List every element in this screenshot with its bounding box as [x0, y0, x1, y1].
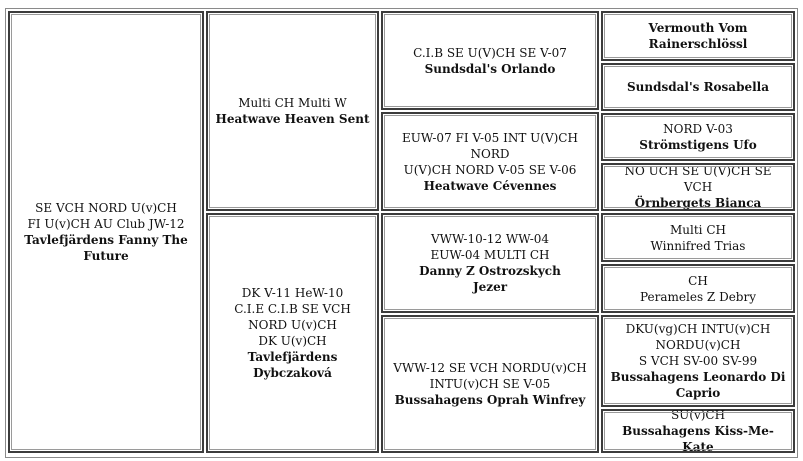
sd-dam-cell — [601, 163, 795, 211]
dam-title-4: DK U(v)CH — [258, 334, 327, 348]
ds-sire-name: Winnifred Trias — [650, 238, 746, 253]
sire-dam-title-1: EUW-07 FI V-05 INT U(V)CH NORD — [402, 130, 578, 161]
dam-dam-title-2: INTU(v)CH SE V-05 — [429, 377, 551, 391]
ds-sire-cell — [601, 213, 795, 262]
sd-sire-cell — [601, 113, 795, 161]
dam-sire-name-2: Jezer — [472, 280, 508, 294]
ds-dam-title: CH — [688, 273, 708, 288]
subject-title-2: FI U(v)CH AU Club JW-12 — [27, 217, 185, 231]
sire-sire-title: C.I.B SE U(V)CH SE V-07 — [413, 45, 567, 60]
sire-dam-cell — [381, 112, 599, 211]
sd-dam-name: Örnbergets Bianca — [634, 196, 762, 210]
subject-name-1: Tavlefjärdens Fanny The — [24, 233, 188, 247]
dd-dam-cell — [601, 409, 795, 453]
subject-cell — [8, 11, 204, 453]
dd-sire-cell — [601, 315, 795, 407]
dd-dam-title: SU(v)CH — [670, 408, 726, 422]
dam-title-3: NORD U(v)CH — [248, 318, 337, 332]
dam-name-1: Tavlefjärdens — [247, 350, 338, 364]
sire-sire-cell — [381, 11, 599, 110]
sd-dam-title: NO UCH SE U(V)CH SE VCH — [624, 164, 772, 194]
dam-name-2: Dybczaková — [253, 366, 332, 380]
dd-sire-name-2: Caprio — [675, 386, 721, 400]
dam-sire-title-2: EUW-04 MULTI CH — [430, 248, 550, 262]
dd-sire-title-3: S VCH SV-00 SV-99 — [638, 354, 758, 368]
sd-sire-name: Strömstigens Ufo — [639, 138, 757, 152]
dam-dam-name: Bussahagens Oprah Winfrey — [394, 393, 586, 407]
sire-cell — [206, 11, 379, 211]
dd-sire-name-1: Bussahagens Leonardo Di — [610, 370, 786, 384]
dam-dam-title-1: VWW-12 SE VCH NORDU(v)CH — [393, 361, 587, 375]
sire-dam-name: Heatwave Cévennes — [423, 178, 557, 193]
ds-dam-cell — [601, 264, 795, 313]
sire-dam-title-2: U(V)CH NORD V-05 SE V-06 — [403, 162, 577, 177]
dd-dam-name: Bussahagens Kiss-Me-Kate — [622, 424, 774, 454]
ss-dam-name: Sundsdal's Rosabella — [626, 80, 770, 94]
dam-sire-cell — [381, 213, 599, 313]
ss-sire-name-1: Vermouth Vom — [648, 21, 748, 35]
ds-dam-name: Perameles Z Debry — [640, 289, 756, 304]
pedigree-table — [5, 8, 798, 458]
dam-sire-title-1: VWW-10-12 WW-04 — [430, 232, 550, 246]
dam-title-2: C.I.E C.I.B SE VCH — [234, 302, 351, 316]
sire-sire-name: Sundsdal's Orlando — [424, 61, 556, 76]
dd-sire-title-2: NORDU(v)CH — [655, 338, 741, 352]
dam-sire-name-1: Danny Z Ostrozskych — [419, 264, 561, 278]
dam-cell — [206, 213, 379, 453]
dam-title-1: DK V-11 HeW-10 — [241, 286, 344, 300]
subject-title-1: SE VCH NORD U(v)CH — [35, 201, 177, 215]
sd-sire-title: NORD V-03 — [663, 122, 733, 136]
sire-title: Multi CH Multi W — [238, 96, 347, 110]
dd-sire-title-1: DKU(vg)CH INTU(v)CH — [625, 322, 771, 336]
sire-name: Heatwave Heaven Sent — [215, 112, 370, 126]
ss-dam-cell — [601, 63, 795, 111]
dam-dam-cell — [381, 315, 599, 453]
ds-sire-title: Multi CH — [670, 222, 726, 237]
ss-sire-name-2: Rainerschlössl — [648, 37, 748, 51]
subject-name-2: Future — [83, 249, 129, 263]
ss-sire-cell — [601, 11, 795, 61]
